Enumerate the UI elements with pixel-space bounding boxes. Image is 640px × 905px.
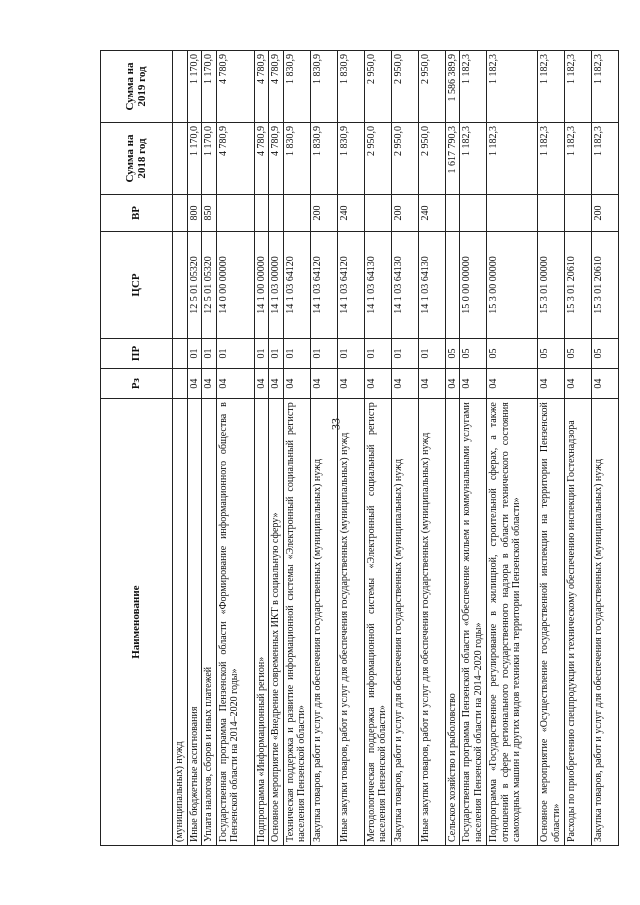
row-name: Техническая поддержка и развитие информационной системы «Электронный социальный регистр населения Пензенской области» xyxy=(283,399,310,846)
row-vr xyxy=(254,194,269,231)
row-rz: 04 xyxy=(538,369,565,399)
row-name: Основное мероприятие «Осуществление государственной инспекции на территории Пензенской области» xyxy=(538,399,565,846)
row-pr: 05 xyxy=(487,338,538,368)
table-row xyxy=(173,51,188,846)
row-name: Государственная программа Пензенской области «Формирование информационного общества в Пензенской области на 2014–2020 годы» xyxy=(216,399,254,846)
row-sum-2019: 1 182,3 xyxy=(460,51,487,123)
row-rz: 04 xyxy=(418,369,445,399)
row-name: Сельское хозяйство и рыболовство xyxy=(445,399,460,846)
row-rz: 04 xyxy=(337,369,364,399)
row-rz: 04 xyxy=(487,369,538,399)
row-pr: 01 xyxy=(310,338,337,368)
row-pr: 05 xyxy=(592,338,619,368)
row-sum-2018: 1 182,3 xyxy=(565,123,592,195)
row-name: Методологическая поддержка информационной системы «Электронный социальный регистр населения Пензенской области» xyxy=(364,399,391,846)
row-sum-2019: 4 780,9 xyxy=(254,51,269,123)
row-pr: 01 xyxy=(202,338,217,368)
row-rz: 04 xyxy=(216,369,254,399)
row-sum-2018: 1 182,3 xyxy=(460,123,487,195)
row-pr: 05 xyxy=(445,338,460,368)
row-sum-2018: 2 950,0 xyxy=(364,123,391,195)
row-csr xyxy=(445,232,460,339)
table-row xyxy=(364,51,391,846)
table-row xyxy=(310,51,337,846)
row-pr: 01 xyxy=(418,338,445,368)
row-sum-2019: 1 182,3 xyxy=(592,51,619,123)
row-sum-2019: 1 830,9 xyxy=(337,51,364,123)
row-rz: 04 xyxy=(364,369,391,399)
row-rz: 04 xyxy=(187,369,202,399)
column-header-sum-2019: Сумма на 2019 год xyxy=(101,51,173,123)
row-pr: 01 xyxy=(337,338,364,368)
row-sum-2018: 2 950,0 xyxy=(418,123,445,195)
table-row xyxy=(565,51,592,846)
row-vr: 200 xyxy=(391,194,418,231)
row-sum-2019: 2 950,0 xyxy=(391,51,418,123)
row-csr: 15 3 01 20610 xyxy=(565,232,592,339)
row-sum-2018: 1 170,0 xyxy=(187,123,202,195)
table-row xyxy=(254,51,269,846)
row-name: Иные закупки товаров, работ и услуг для обеспечения государственных (муниципальных) нужд xyxy=(337,399,364,846)
row-pr: 01 xyxy=(187,338,202,368)
row-rz: 04 xyxy=(269,369,284,399)
row-name: Закупка товаров, работ и услуг для обеспечения государственных (муниципальных) нужд xyxy=(310,399,337,846)
row-name: Закупка товаров, работ и услуг для обеспечения государственных (муниципальных) нужд xyxy=(391,399,418,846)
row-pr: 01 xyxy=(283,338,310,368)
row-name: Расходы по приобретению спецпродукции и техническому обеспечению инспекции Гостехнадзора xyxy=(565,399,592,846)
row-vr xyxy=(445,194,460,231)
row-name: Уплата налогов, сборов и иных платежей xyxy=(202,399,217,846)
column-header-vr: ВР xyxy=(101,194,173,231)
row-vr: 200 xyxy=(310,194,337,231)
row-csr: 14 1 03 64130 xyxy=(391,232,418,339)
row-csr: 15 3 00 00000 xyxy=(487,232,538,339)
table-row xyxy=(283,51,310,846)
table-row xyxy=(538,51,565,846)
row-sum-2019: 1 830,9 xyxy=(310,51,337,123)
row-vr: 240 xyxy=(337,194,364,231)
row-sum-2019: 1 830,9 xyxy=(283,51,310,123)
row-sum-2018: 1 830,9 xyxy=(310,123,337,195)
table-row xyxy=(202,51,217,846)
row-vr xyxy=(173,194,188,231)
row-rz: 04 xyxy=(460,369,487,399)
table-row xyxy=(216,51,254,846)
table-row xyxy=(269,51,284,846)
row-sum-2018: 1 830,9 xyxy=(283,123,310,195)
column-header-pr: ПР xyxy=(101,338,173,368)
table-row xyxy=(487,51,538,846)
row-csr: 12 5 01 05320 xyxy=(187,232,202,339)
row-sum-2019: 1 182,3 xyxy=(565,51,592,123)
table-row xyxy=(391,51,418,846)
row-rz: 04 xyxy=(310,369,337,399)
row-name: Иные закупки товаров, работ и услуг для обеспечения государственных (муниципальных) нужд xyxy=(418,399,445,846)
row-name: Закупка товаров, работ и услуг для обеспечения государственных (муниципальных) нужд xyxy=(592,399,619,846)
column-header-name: Наименование xyxy=(101,399,173,846)
row-pr: 01 xyxy=(216,338,254,368)
row-csr: 14 1 03 64120 xyxy=(310,232,337,339)
row-name: (муниципальных) нужд xyxy=(173,399,188,846)
row-sum-2018 xyxy=(173,123,188,195)
column-header-csr: ЦСР xyxy=(101,232,173,339)
row-name: Основное мероприятие «Внедрение современных ИКТ в социальную сферу» xyxy=(269,399,284,846)
row-sum-2019: 4 780,9 xyxy=(216,51,254,123)
row-sum-2019: 2 950,0 xyxy=(364,51,391,123)
column-header-rz: Рз xyxy=(101,369,173,399)
row-rz: 04 xyxy=(565,369,592,399)
row-csr: 12 5 01 05320 xyxy=(202,232,217,339)
row-sum-2019: 1 182,3 xyxy=(538,51,565,123)
row-csr: 14 1 03 00000 xyxy=(269,232,284,339)
row-sum-2019: 1 170,0 xyxy=(187,51,202,123)
row-pr: 01 xyxy=(269,338,284,368)
row-sum-2018: 2 950,0 xyxy=(391,123,418,195)
row-name: Иные бюджетные ассигнования xyxy=(187,399,202,846)
row-sum-2019 xyxy=(173,51,188,123)
row-sum-2018: 1 182,3 xyxy=(538,123,565,195)
row-sum-2018: 1 170,0 xyxy=(202,123,217,195)
table-row xyxy=(337,51,364,846)
row-rz: 04 xyxy=(283,369,310,399)
row-csr: 15 3 01 00000 xyxy=(538,232,565,339)
row-sum-2018: 4 780,9 xyxy=(269,123,284,195)
row-sum-2019: 1 182,3 xyxy=(487,51,538,123)
row-csr: 15 3 01 20610 xyxy=(592,232,619,339)
row-rz: 04 xyxy=(592,369,619,399)
row-name: Подпрограмма «Информационный регион» xyxy=(254,399,269,846)
row-name: Государственная программа Пензенской области «Обеспечение жильем и коммунальными услугами населения Пензенской области на 2014–2020 годы» xyxy=(460,399,487,846)
table-row xyxy=(445,51,460,846)
row-pr xyxy=(173,338,188,368)
row-vr xyxy=(283,194,310,231)
row-sum-2018: 4 780,9 xyxy=(254,123,269,195)
row-csr: 14 1 03 64130 xyxy=(364,232,391,339)
table-row xyxy=(187,51,202,846)
row-sum-2019: 1 586 389,9 xyxy=(445,51,460,123)
row-rz: 04 xyxy=(445,369,460,399)
row-csr: 14 1 03 64120 xyxy=(337,232,364,339)
budget-table xyxy=(100,50,619,846)
budget-table-container xyxy=(100,50,604,846)
row-vr: 200 xyxy=(592,194,619,231)
row-sum-2018: 1 182,3 xyxy=(487,123,538,195)
row-sum-2019: 4 780,9 xyxy=(269,51,284,123)
row-sum-2018: 4 780,9 xyxy=(216,123,254,195)
row-sum-2019: 2 950,0 xyxy=(418,51,445,123)
row-csr xyxy=(173,232,188,339)
table-header-row xyxy=(101,51,173,846)
row-pr: 05 xyxy=(460,338,487,368)
row-name: Подпрограмма «Государственное регулирование в жилищной, строительной сферах, а также отношений в сфере регионального государственного надзора в области технического состояния самоходных машин и других видов техники на территории Пензенской области» xyxy=(487,399,538,846)
row-csr: 14 0 00 00000 xyxy=(216,232,254,339)
row-vr xyxy=(565,194,592,231)
column-header-sum-2018: Сумма на 2018 год xyxy=(101,123,173,195)
row-sum-2018: 1 617 790,3 xyxy=(445,123,460,195)
row-rz: 04 xyxy=(254,369,269,399)
row-pr: 05 xyxy=(538,338,565,368)
page-number: 33 xyxy=(328,418,343,430)
row-csr: 14 1 03 64130 xyxy=(418,232,445,339)
row-sum-2018: 1 830,9 xyxy=(337,123,364,195)
row-vr: 850 xyxy=(202,194,217,231)
row-pr: 01 xyxy=(254,338,269,368)
row-vr xyxy=(269,194,284,231)
row-csr: 14 1 03 64120 xyxy=(283,232,310,339)
row-vr xyxy=(538,194,565,231)
row-csr: 15 0 00 00000 xyxy=(460,232,487,339)
table-row xyxy=(460,51,487,846)
row-vr xyxy=(460,194,487,231)
table-row xyxy=(592,51,619,846)
row-rz: 04 xyxy=(202,369,217,399)
row-vr xyxy=(487,194,538,231)
row-csr: 14 1 00 00000 xyxy=(254,232,269,339)
row-pr: 05 xyxy=(565,338,592,368)
row-vr xyxy=(216,194,254,231)
row-vr xyxy=(364,194,391,231)
row-sum-2018: 1 182,3 xyxy=(592,123,619,195)
row-sum-2019: 1 170,0 xyxy=(202,51,217,123)
row-pr: 01 xyxy=(364,338,391,368)
row-rz: 04 xyxy=(391,369,418,399)
table-row xyxy=(418,51,445,846)
row-vr: 240 xyxy=(418,194,445,231)
row-pr: 01 xyxy=(391,338,418,368)
row-vr: 800 xyxy=(187,194,202,231)
row-rz xyxy=(173,369,188,399)
